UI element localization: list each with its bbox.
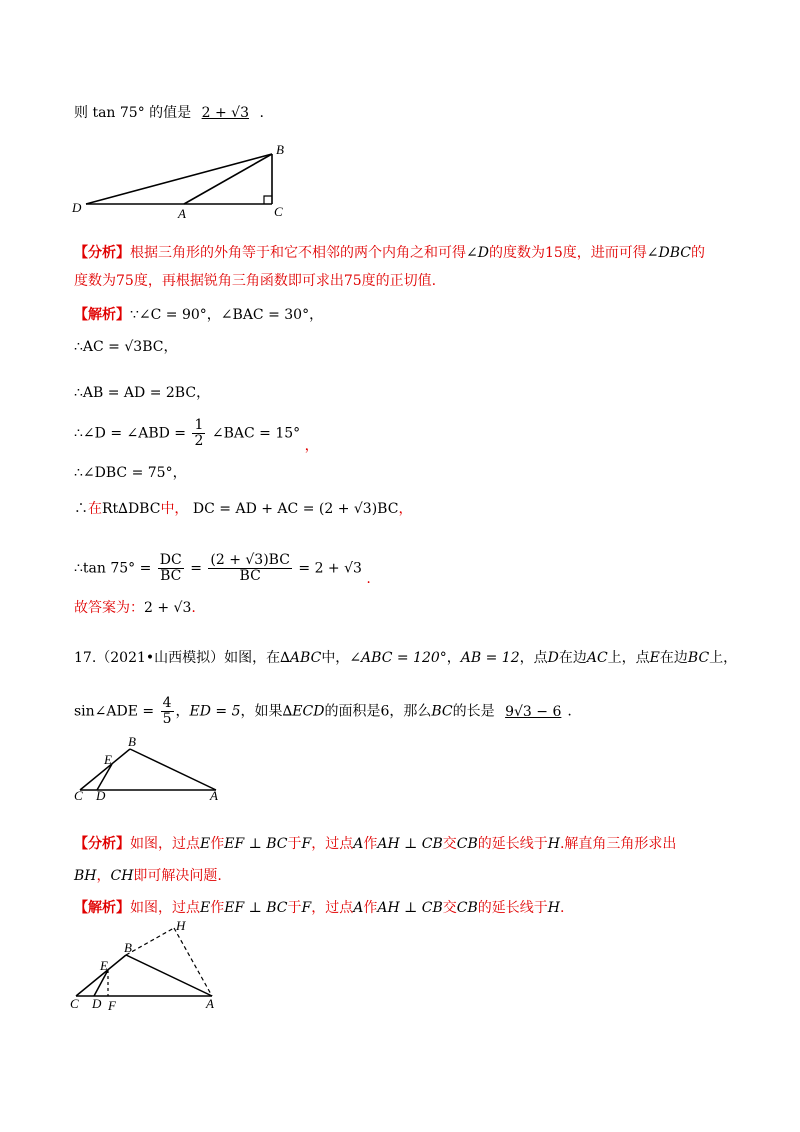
right-angle-mark bbox=[264, 196, 272, 204]
label-c: C bbox=[274, 204, 283, 219]
math-expr: ∆ECD bbox=[282, 703, 325, 720]
q-text: 的面积是6，那么 bbox=[324, 703, 432, 720]
solution-16-step5: ∴∠DBC = 75°， bbox=[74, 465, 187, 481]
math-expr: A bbox=[353, 900, 364, 916]
q-text: 上， bbox=[709, 650, 738, 666]
question-17-line1 bbox=[74, 648, 737, 668]
math-expr: A bbox=[353, 836, 364, 852]
analysis-text: 即可解决问题. bbox=[133, 868, 222, 884]
solution-text: . bbox=[559, 900, 565, 916]
analysis-text: 作 bbox=[363, 836, 378, 852]
math-expr: AB = 12 bbox=[460, 650, 520, 666]
q-text: ，点 bbox=[519, 650, 548, 666]
denominator: 5 bbox=[162, 711, 172, 727]
math-expr: AH ⊥ CB bbox=[377, 900, 443, 916]
analysis-text: 交 bbox=[442, 836, 457, 852]
answer-blank: 9√3 − 6 bbox=[505, 703, 562, 720]
math-expr: ED = 5 bbox=[189, 703, 241, 720]
analysis-label: 【分析】 bbox=[74, 836, 130, 852]
fraction bbox=[161, 696, 174, 727]
figure-triangle-dbc bbox=[60, 140, 300, 222]
q-text: 在边 bbox=[558, 650, 587, 666]
solution-label: 【解析】 bbox=[74, 900, 130, 916]
denominator: BC bbox=[160, 568, 182, 584]
figure-triangle-abc bbox=[70, 736, 230, 802]
label-c: C bbox=[70, 996, 79, 1011]
analysis-label: 【分析】 bbox=[74, 245, 130, 261]
numerator: 4 bbox=[162, 695, 172, 711]
q-text: ， bbox=[446, 650, 461, 666]
solution-text: ，过点 bbox=[311, 900, 354, 916]
label-a: A bbox=[178, 206, 186, 221]
label-e: E bbox=[104, 752, 112, 767]
math-expr: ∠BAC = 15° bbox=[211, 425, 301, 442]
analysis-text: .解直角三角形求出 bbox=[559, 836, 677, 852]
analysis-text: 的延长线于 bbox=[477, 836, 548, 852]
math-expr: tan 75° bbox=[92, 105, 145, 121]
label-f: F bbox=[108, 998, 116, 1013]
label-a: A bbox=[206, 996, 214, 1011]
math-expr: H bbox=[547, 836, 560, 852]
punct: . bbox=[191, 600, 196, 616]
analysis-text: 于 bbox=[287, 836, 302, 852]
punct: ， bbox=[304, 437, 319, 454]
punct: ， bbox=[398, 501, 413, 517]
analysis-text: 的度数为15度，进而可得 bbox=[488, 245, 647, 261]
label-b: B bbox=[128, 736, 136, 749]
solution-16-step4 bbox=[74, 417, 319, 454]
question-17-line2 bbox=[74, 696, 572, 727]
solution-16-step6 bbox=[74, 499, 412, 519]
q-text: 中， bbox=[321, 650, 350, 666]
punct: . bbox=[366, 570, 371, 587]
label-c: C bbox=[74, 788, 83, 802]
math-expr: CH bbox=[110, 868, 134, 884]
numerator: 1 bbox=[194, 417, 204, 433]
analysis-text: 的 bbox=[691, 245, 706, 261]
label-b: B bbox=[276, 142, 284, 157]
math-expr: EF ⊥ BC bbox=[224, 900, 288, 916]
solution-text: 于 bbox=[287, 900, 302, 916]
fraction bbox=[192, 418, 205, 449]
analysis-text: 根据三角形的外角等于和它不相邻的两个内角之和可得 bbox=[130, 245, 466, 261]
math-expr: ∠ABC = 120° bbox=[349, 650, 447, 666]
text: 中， bbox=[160, 501, 189, 517]
math-expr: F bbox=[301, 900, 312, 916]
math-expr: ∴tan 75° = bbox=[74, 560, 152, 577]
fraction bbox=[208, 553, 292, 584]
math-expr: E bbox=[649, 650, 660, 666]
label-d: D bbox=[96, 788, 106, 802]
equals: = bbox=[190, 560, 202, 577]
math-expr: CB bbox=[456, 900, 478, 916]
denominator: 2 bbox=[194, 433, 204, 449]
numerator: DC bbox=[159, 552, 182, 568]
math-expr: Rt∆DBC bbox=[102, 501, 161, 517]
q-end: . bbox=[567, 703, 572, 720]
solution-16-answer bbox=[74, 598, 196, 618]
analysis-text: ， bbox=[96, 868, 111, 884]
math-expr: ∠D bbox=[466, 245, 489, 261]
math-expr: ∴∠D = ∠ABD = bbox=[74, 425, 187, 442]
math-expr: ∠DBC bbox=[646, 245, 692, 261]
analysis-17-line1 bbox=[74, 834, 676, 854]
figure-triangle-abc-constructed bbox=[66, 918, 236, 1014]
analysis-text: ，过点 bbox=[311, 836, 354, 852]
analysis-16-line1 bbox=[74, 243, 705, 263]
math-expr: 2 + √3 bbox=[144, 600, 192, 616]
q-text: 在边 bbox=[659, 650, 688, 666]
math-expr: CB bbox=[456, 836, 478, 852]
analysis-17-line2 bbox=[74, 866, 222, 886]
solution-text: 交 bbox=[442, 900, 457, 916]
q-text: ，如果 bbox=[240, 703, 283, 720]
math-expr: E bbox=[200, 900, 211, 916]
solution-16-step3: ∴AB = AD = 2BC， bbox=[74, 385, 211, 401]
question-16-line bbox=[74, 103, 264, 123]
line-bh-extension bbox=[126, 928, 174, 955]
line-ed bbox=[94, 970, 108, 996]
line-ab bbox=[184, 154, 272, 204]
solution-16-step2: ∴AC = √3BC， bbox=[74, 339, 178, 355]
q-text: 17.（2021•山西模拟）如图，在 bbox=[74, 650, 281, 666]
analysis-16-line2: 度数为75度，再根据锐角三角函数即可求出75度的正切值. bbox=[74, 273, 437, 289]
solution-text: 的延长线于 bbox=[477, 900, 548, 916]
math-expr: BC bbox=[431, 703, 453, 720]
solution-text: 如图，过点 bbox=[130, 900, 200, 916]
label-b: B bbox=[124, 940, 132, 955]
q-text: 上，点 bbox=[607, 650, 650, 666]
line-ah bbox=[174, 928, 212, 996]
math-expr: sin∠ADE = bbox=[74, 703, 155, 720]
analysis-text: 如图，过点 bbox=[130, 836, 200, 852]
q-text: 的长是 bbox=[452, 703, 495, 720]
numerator: (2 + √3)BC bbox=[210, 552, 290, 568]
line-ba bbox=[130, 749, 216, 790]
math-expr: D bbox=[547, 650, 559, 666]
therefore: ∴ bbox=[74, 501, 88, 517]
math-expr: F bbox=[301, 836, 312, 852]
solution-16-step7 bbox=[74, 552, 371, 587]
label-a: A bbox=[210, 788, 218, 802]
line-db bbox=[86, 154, 272, 204]
math-expr: ∵∠C = 90°，∠BAC = 30°， bbox=[130, 307, 324, 323]
solution-16-step1 bbox=[74, 305, 323, 325]
math-expr: EF ⊥ BC bbox=[224, 836, 288, 852]
math-expr: DC = AD + AC = (2 + √3)BC bbox=[192, 501, 399, 517]
math-expr: E bbox=[200, 836, 211, 852]
line-ba bbox=[126, 955, 212, 996]
math-expr: AH ⊥ CB bbox=[377, 836, 443, 852]
solution-label: 【解析】 bbox=[74, 307, 130, 323]
math-expr: H bbox=[547, 900, 560, 916]
text: 在 bbox=[88, 501, 102, 517]
denominator: BC bbox=[239, 568, 261, 584]
solution-text: 作 bbox=[210, 900, 225, 916]
answer-blank: 2 + √3 bbox=[201, 105, 249, 121]
q-prefix: 则 bbox=[74, 105, 88, 121]
label-d: D bbox=[92, 996, 102, 1011]
q-text: 的值是 bbox=[149, 105, 192, 121]
text: 故答案为： bbox=[74, 600, 144, 616]
math-expr: AC bbox=[586, 650, 608, 666]
solution-text: 作 bbox=[363, 900, 378, 916]
label-h: H bbox=[176, 918, 186, 933]
analysis-text: 作 bbox=[210, 836, 225, 852]
line-ed bbox=[97, 764, 112, 790]
q-end: . bbox=[259, 105, 264, 121]
label-d: D bbox=[72, 200, 82, 215]
q-text: ， bbox=[175, 703, 190, 720]
math-expr: BC bbox=[687, 650, 710, 666]
math-expr: BH bbox=[74, 868, 97, 884]
math-expr: = 2 + √3 bbox=[298, 560, 362, 577]
label-e: E bbox=[100, 958, 108, 973]
fraction bbox=[158, 553, 184, 584]
solution-17-line1 bbox=[74, 898, 564, 918]
math-expr: ∆ABC bbox=[280, 650, 322, 666]
